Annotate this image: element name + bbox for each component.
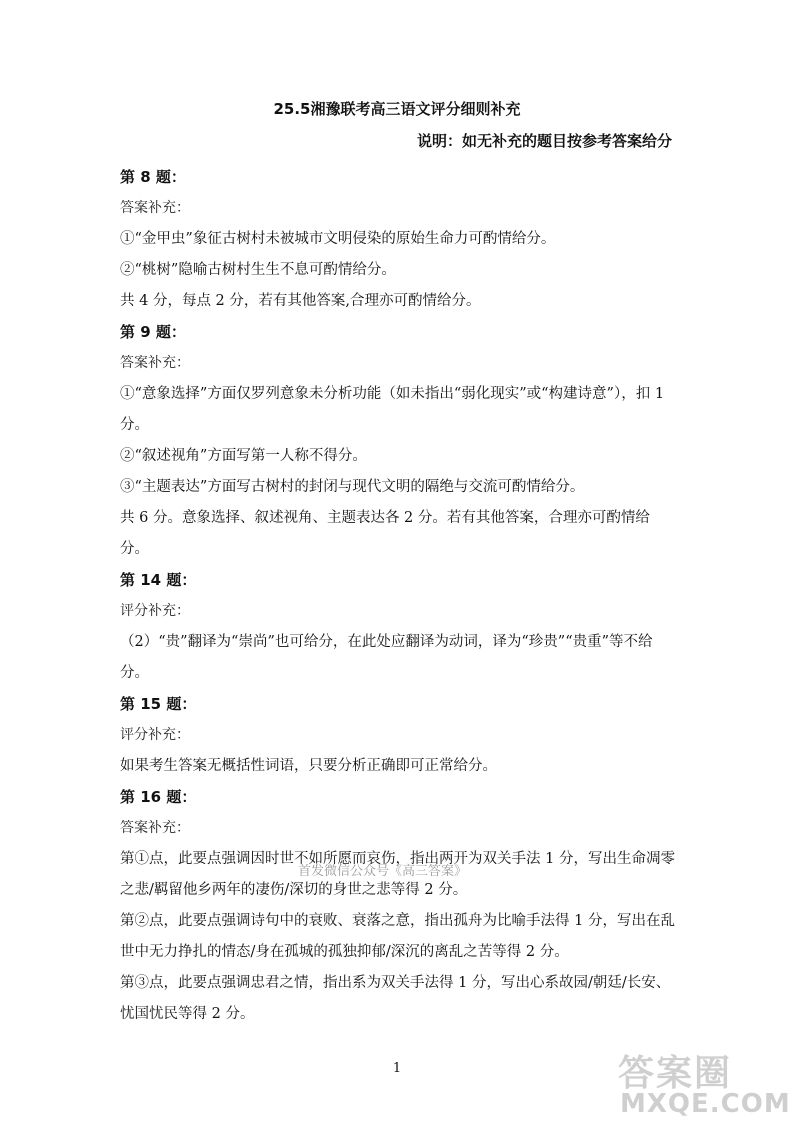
section-line: ①“意象选择”方面仅罗列意象未分析功能（如未指出“弱化现实”或“构建诗意”），扣 1 分。	[120, 386, 665, 433]
section-heading: 第 16 题：	[120, 788, 197, 806]
section-line: ②“桃树”隐喻古树村生生不息可酌情给分。	[120, 262, 396, 278]
section-subheading: 答案补充：	[120, 355, 190, 371]
section-q14	[120, 565, 678, 689]
section-q9	[120, 317, 678, 565]
section-subheading: 答案补充：	[120, 200, 190, 216]
section-line: 共 6 分。意象选择、叙述视角、主题表达各 2 分。若有其他答案，合理亦可酌情给分。	[120, 510, 650, 557]
section-subheading: 答案补充：	[120, 820, 190, 836]
section-line: ①“金甲虫”象征古树村未被城市文明侵染的原始生命力可酌情给分。	[120, 231, 556, 247]
section-line: ③“主题表达”方面写古树村的封闭与现代文明的隔绝与交流可酌情给分。	[120, 479, 585, 495]
section-line: 共 4 分，每点 2 分，若有其他答案,合理亦可酌情给分。	[120, 293, 481, 309]
document-title: 25.5湘豫联考高三语文评分细则补充	[273, 100, 521, 118]
section-subheading: 评分补充：	[120, 727, 190, 743]
page-number: 1	[392, 1061, 402, 1076]
section-line: （2）“贵”翻译为“崇尚”也可给分，在此处应翻译为动词，译为“珍贵”“贵重”等不给分。	[120, 634, 653, 681]
document-body	[120, 162, 678, 1030]
section-q16	[120, 782, 678, 1030]
section-heading: 第 8 题：	[120, 168, 186, 186]
logo-text-top: 答案圈	[618, 1053, 733, 1094]
section-line: 第①点，此要点强调因时世不如所愿而哀伤，指出两开为双关手法 1 分，写出生命凋零之悲/羁留他乡两年的凄伤/深切的身世之悲等得 2 分。	[120, 851, 675, 898]
section-heading: 第 14 题：	[120, 571, 197, 589]
scoring-note: 说明：如无补充的题目按参考答案给分	[416, 132, 672, 150]
section-line: 第③点，此要点强调忠君之情，指出系为双关手法得 1 分，写出心系故园/朝廷/长安、忧国忧民等得 2 分。	[120, 975, 671, 1022]
section-q15	[120, 689, 678, 782]
watermark-text: 首发微信公众号《高三答案》	[298, 864, 468, 879]
site-logo	[612, 1045, 791, 1120]
section-line: 第②点，此要点强调诗句中的衰败、衰落之意，指出孤舟为比喻手法得 1 分，写出在乱世中无力挣扎的情态/身在孤城的孤独抑郁/深沉的离乱之苦等得 2 分。	[120, 913, 675, 960]
section-line: 如果考生答案无概括性词语，只要分析正确即可正常给分。	[120, 758, 497, 774]
section-heading: 第 9 题：	[120, 323, 186, 341]
section-heading: 第 15 题：	[120, 695, 197, 713]
section-subheading: 评分补充：	[120, 603, 190, 619]
section-q8	[120, 162, 678, 317]
section-line: ②“叙述视角”方面写第一人称不得分。	[120, 448, 367, 464]
logo-text-bottom: MXQE.COM	[620, 1089, 791, 1119]
